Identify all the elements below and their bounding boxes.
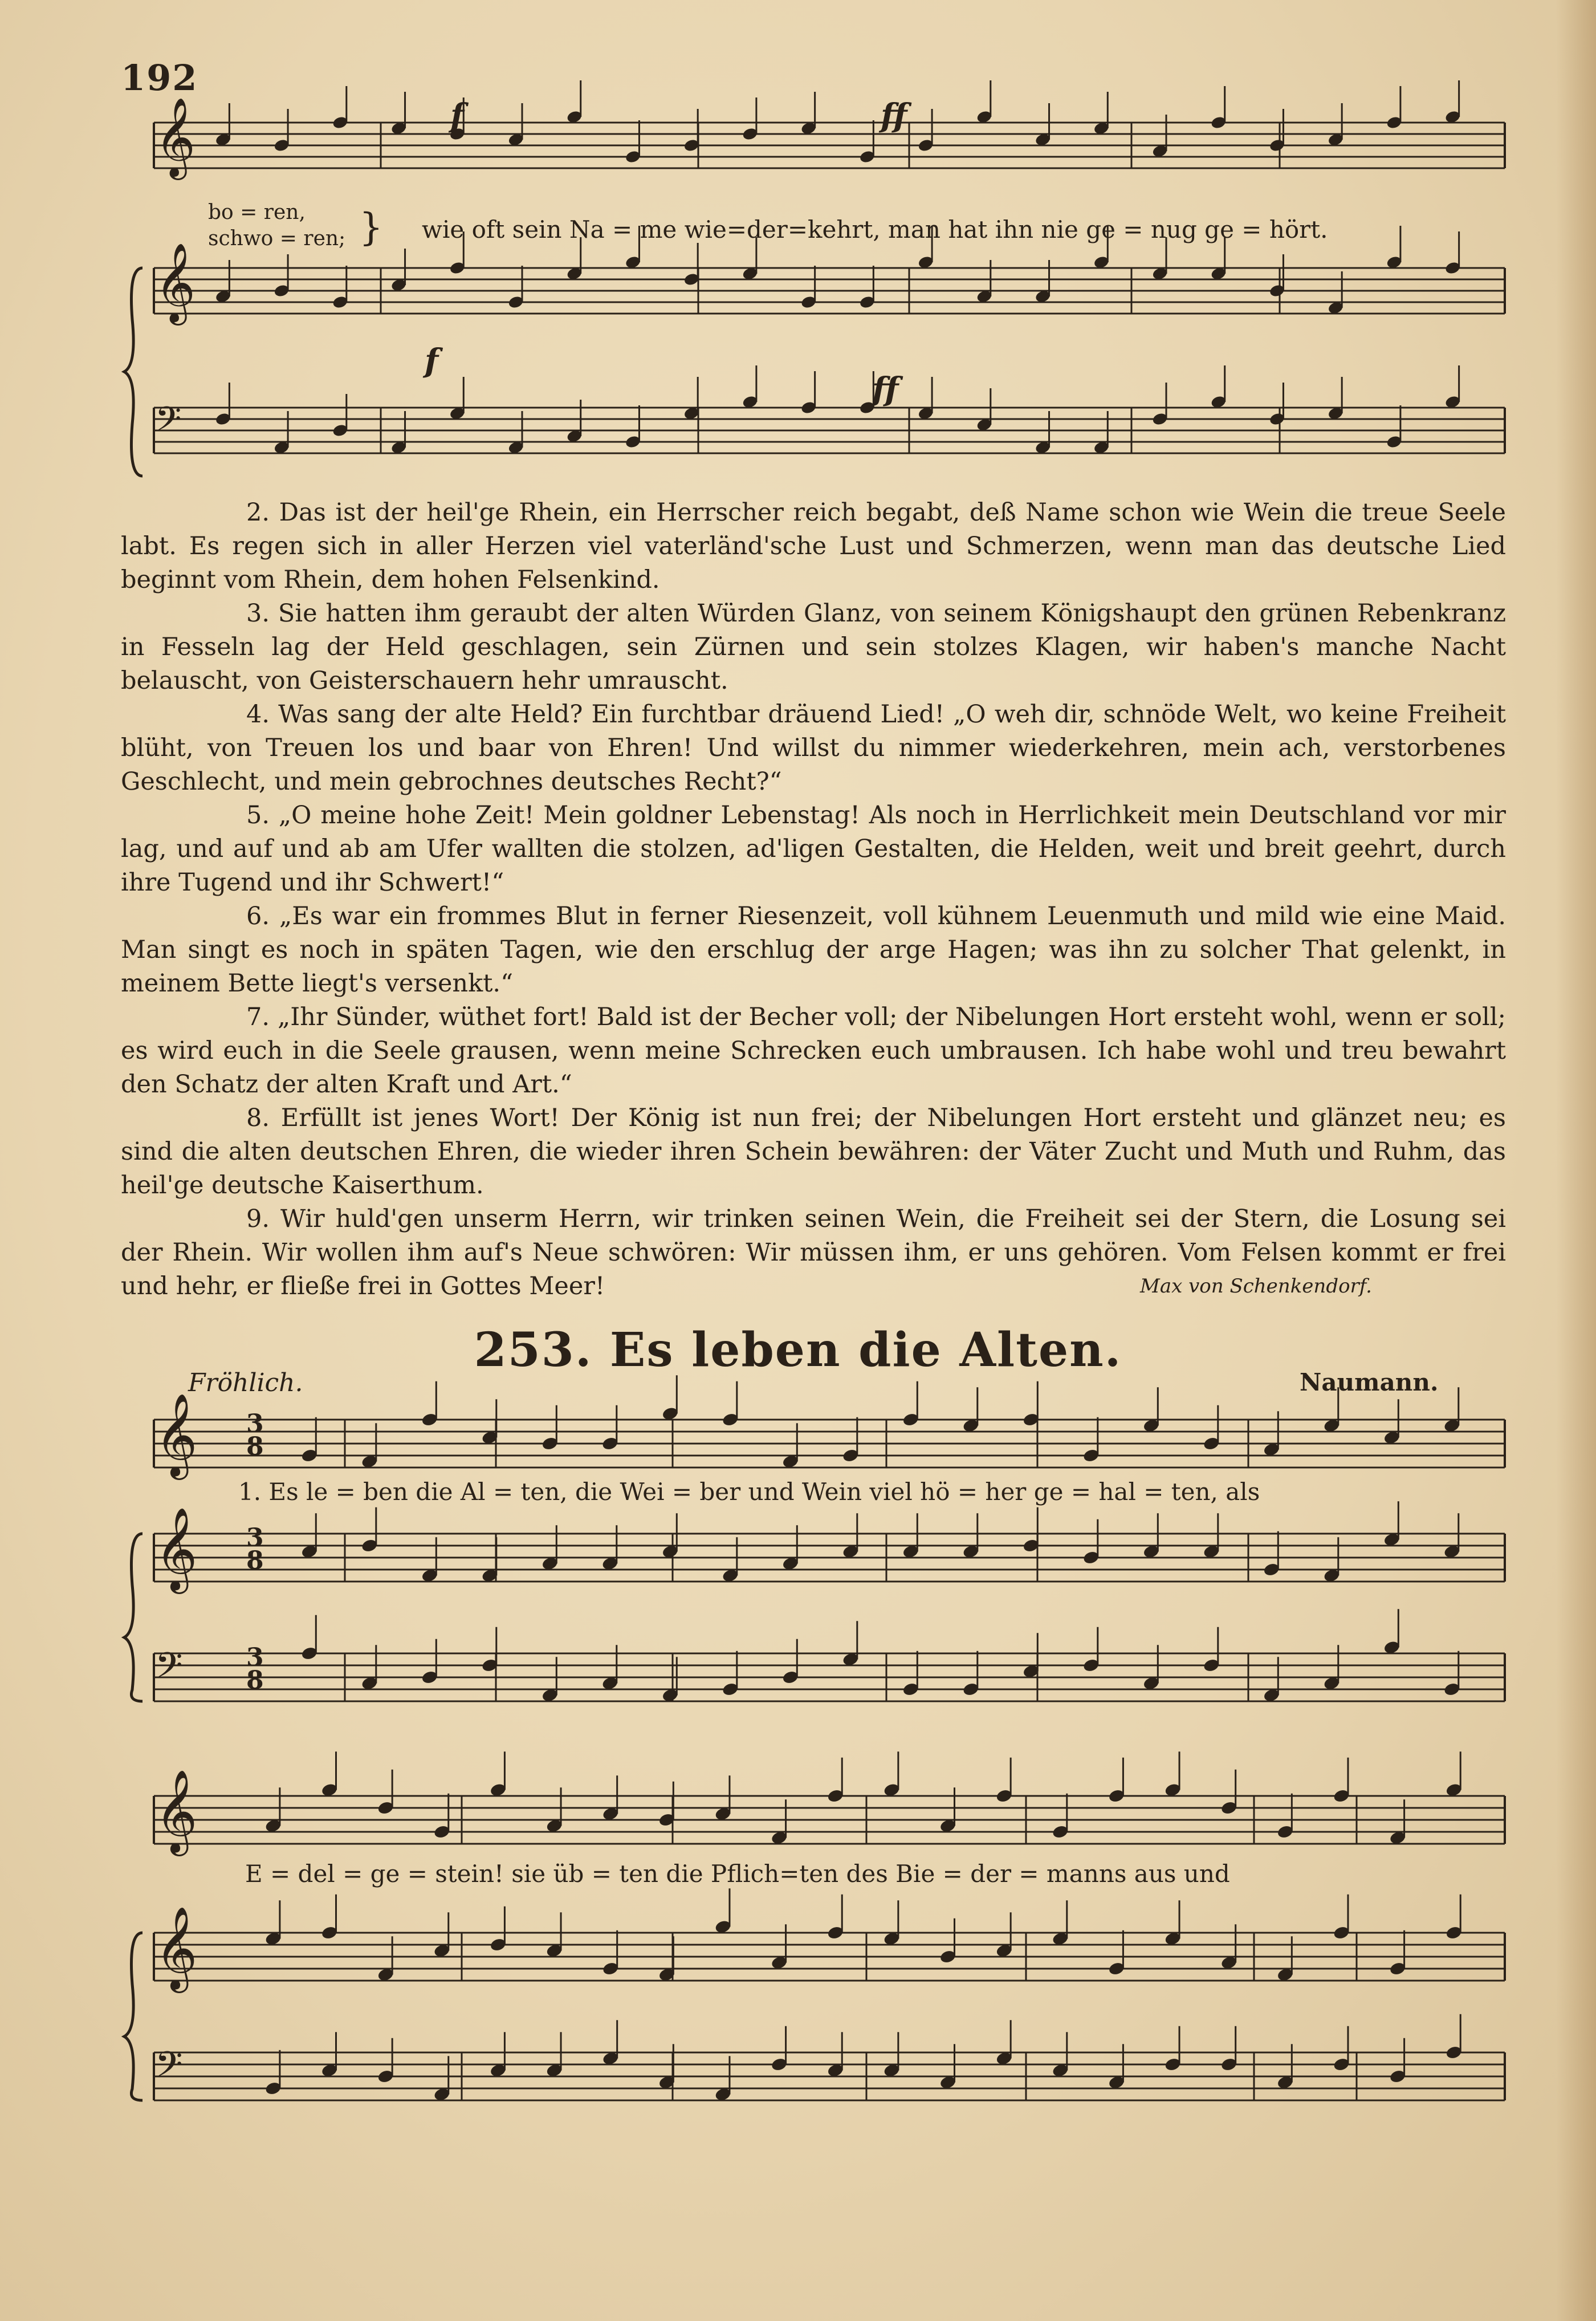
time-signature: 3 8 [246,1523,264,1575]
treble-clef-icon: 𝄞 [155,243,196,322]
dynamic-marking-forte: f [450,97,465,135]
lyric-previous-line: bo = ren, [208,201,306,224]
bass-clef-icon: 𝄢 [155,399,182,447]
dynamic-marking-fortissimo: ff [872,371,899,408]
treble-clef-icon: 𝄞 [155,1769,198,1853]
verse: 4. Was sang der alte Held? Ein furchtbar dräuend Lied! „O weh dir, schnöde Welt, wo keine Freiheit blüht, von Treuen los und baar von Ehren! Und willst du nimmer wiederkehren, mein ach, verstorbenes Geschlecht, und mein gebrochnes deutsches Recht?“ [121,700,1506,796]
bass-clef-icon: 𝄢 [155,1644,183,1695]
treble-clef-icon: 𝄞 [155,1905,198,1990]
verse: 9. Wir huld'gen unserm Herrn, wir trinken seinen Wein, die Freiheit sei der Stern, die Losung sei der Rhein. Wir wollen ihm auf's Neue schwören: Wir müssen ihm, er uns gehören. Vom Felsen kommt er frei und hehr, er fließe frei in Gottes Meer! [121,1205,1506,1300]
dynamic-marking-fortissimo: ff [881,97,907,135]
verse: 8. Erfüllt ist jenes Wort! Der König ist nun frei; der Nibelungen Hort ersteht und glänzet neu; es sind die alten deutschen Ehren, die wieder ihren Schein bewähren: der Väter Zucht und Muth und Ruhm, das heil'ge deutsche Kaiserthum. [121,1104,1506,1200]
verses-text [121,496,1506,1303]
system-brace-icon [124,1534,142,1701]
dynamic-marking-forte: f [425,342,439,380]
composer-name: Naumann. [1300,1368,1439,1396]
treble-clef-icon: 𝄞 [155,97,196,177]
lyric-line: 1. Es le = ben die Al = ten, die Wei = ber und Wein viel hö = her ge = hal = ten, als [238,1478,1260,1506]
system-brace-icon [124,268,142,476]
treble-clef-icon: 𝄞 [155,1392,198,1477]
page-number: 192 [121,57,198,99]
lyric-brace: } [359,205,383,249]
system-brace-icon [124,1933,142,2100]
song-title: 253. Es leben die Alten. [474,1323,1122,1377]
verse: 7. „Ihr Sünder, wüthet fort! Bald ist der Becher voll; der Nibelungen Hort ersteht wohl, wenn er soll; es wird euch in die Seele grausen, wenn meine Schrecken euch umbrausen. Ich habe wohl und treu bewahrt den Schatz der alten Kraft und Art.“ [121,1003,1506,1099]
time-signature: 3 8 [246,1643,264,1695]
verse: 6. „Es war ein frommes Blut in ferner Riesenzeit, voll kühnem Leuenmuth und mild wie eine Maid. Man singt es noch in späten Tagen, wie den erschlug der arge Hagen; was ihn zu solcher That gelenkt, in meinem Bette liegt's versenkt.“ [121,902,1506,998]
bass-clef-icon: 𝄢 [155,2043,183,2094]
lyric-previous-line: schwo = ren; [208,227,346,250]
poem-author: Max von Schenkendorf. [1140,1275,1372,1298]
verse: 3. Sie hatten ihm geraubt der alten Würden Glanz, von seinem Königshaupt den grünen Rebenkranz in Fesseln lag der Held geschlagen, sein Zürnen und sein stolzes Klagen, wir haben's manche Nacht belauscht, von Geisterschauern hehr umrauscht. [121,599,1506,695]
verse: 2. Das ist der heil'ge Rhein, ein Herrscher reich begabt, deß Name schon wie Wein die treue Seele labt. Es regen sich in aller Herzen viel vaterländ'sche Lust und Schmerzen, wenn man das deutsche Lied beginnt vom Rhein, dem hohen Felsenkind. [121,498,1506,594]
treble-clef-icon: 𝄞 [155,1506,198,1591]
verse: 5. „O meine hohe Zeit! Mein goldner Lebenstag! Als noch in Herrlichkeit mein Deutschland vor mir lag, und auf und ab am Ufer wallten die stolzen, ad'ligen Gestalten, die Helden, weit und breit geehrt, durch ihre Tugend und ihr Schwert!“ [121,801,1506,897]
time-signature: 3 8 [246,1409,264,1461]
lyric-line: E = del = ge = stein! sie üb = ten die Pflich=ten des Bie = der = manns aus und [245,1860,1230,1888]
lyric-line: wie oft sein Na = me wie=der=kehrt, man hat ihn nie ge = nug ge = hört. [422,216,1328,243]
tempo-marking: Fröhlich. [188,1368,303,1397]
